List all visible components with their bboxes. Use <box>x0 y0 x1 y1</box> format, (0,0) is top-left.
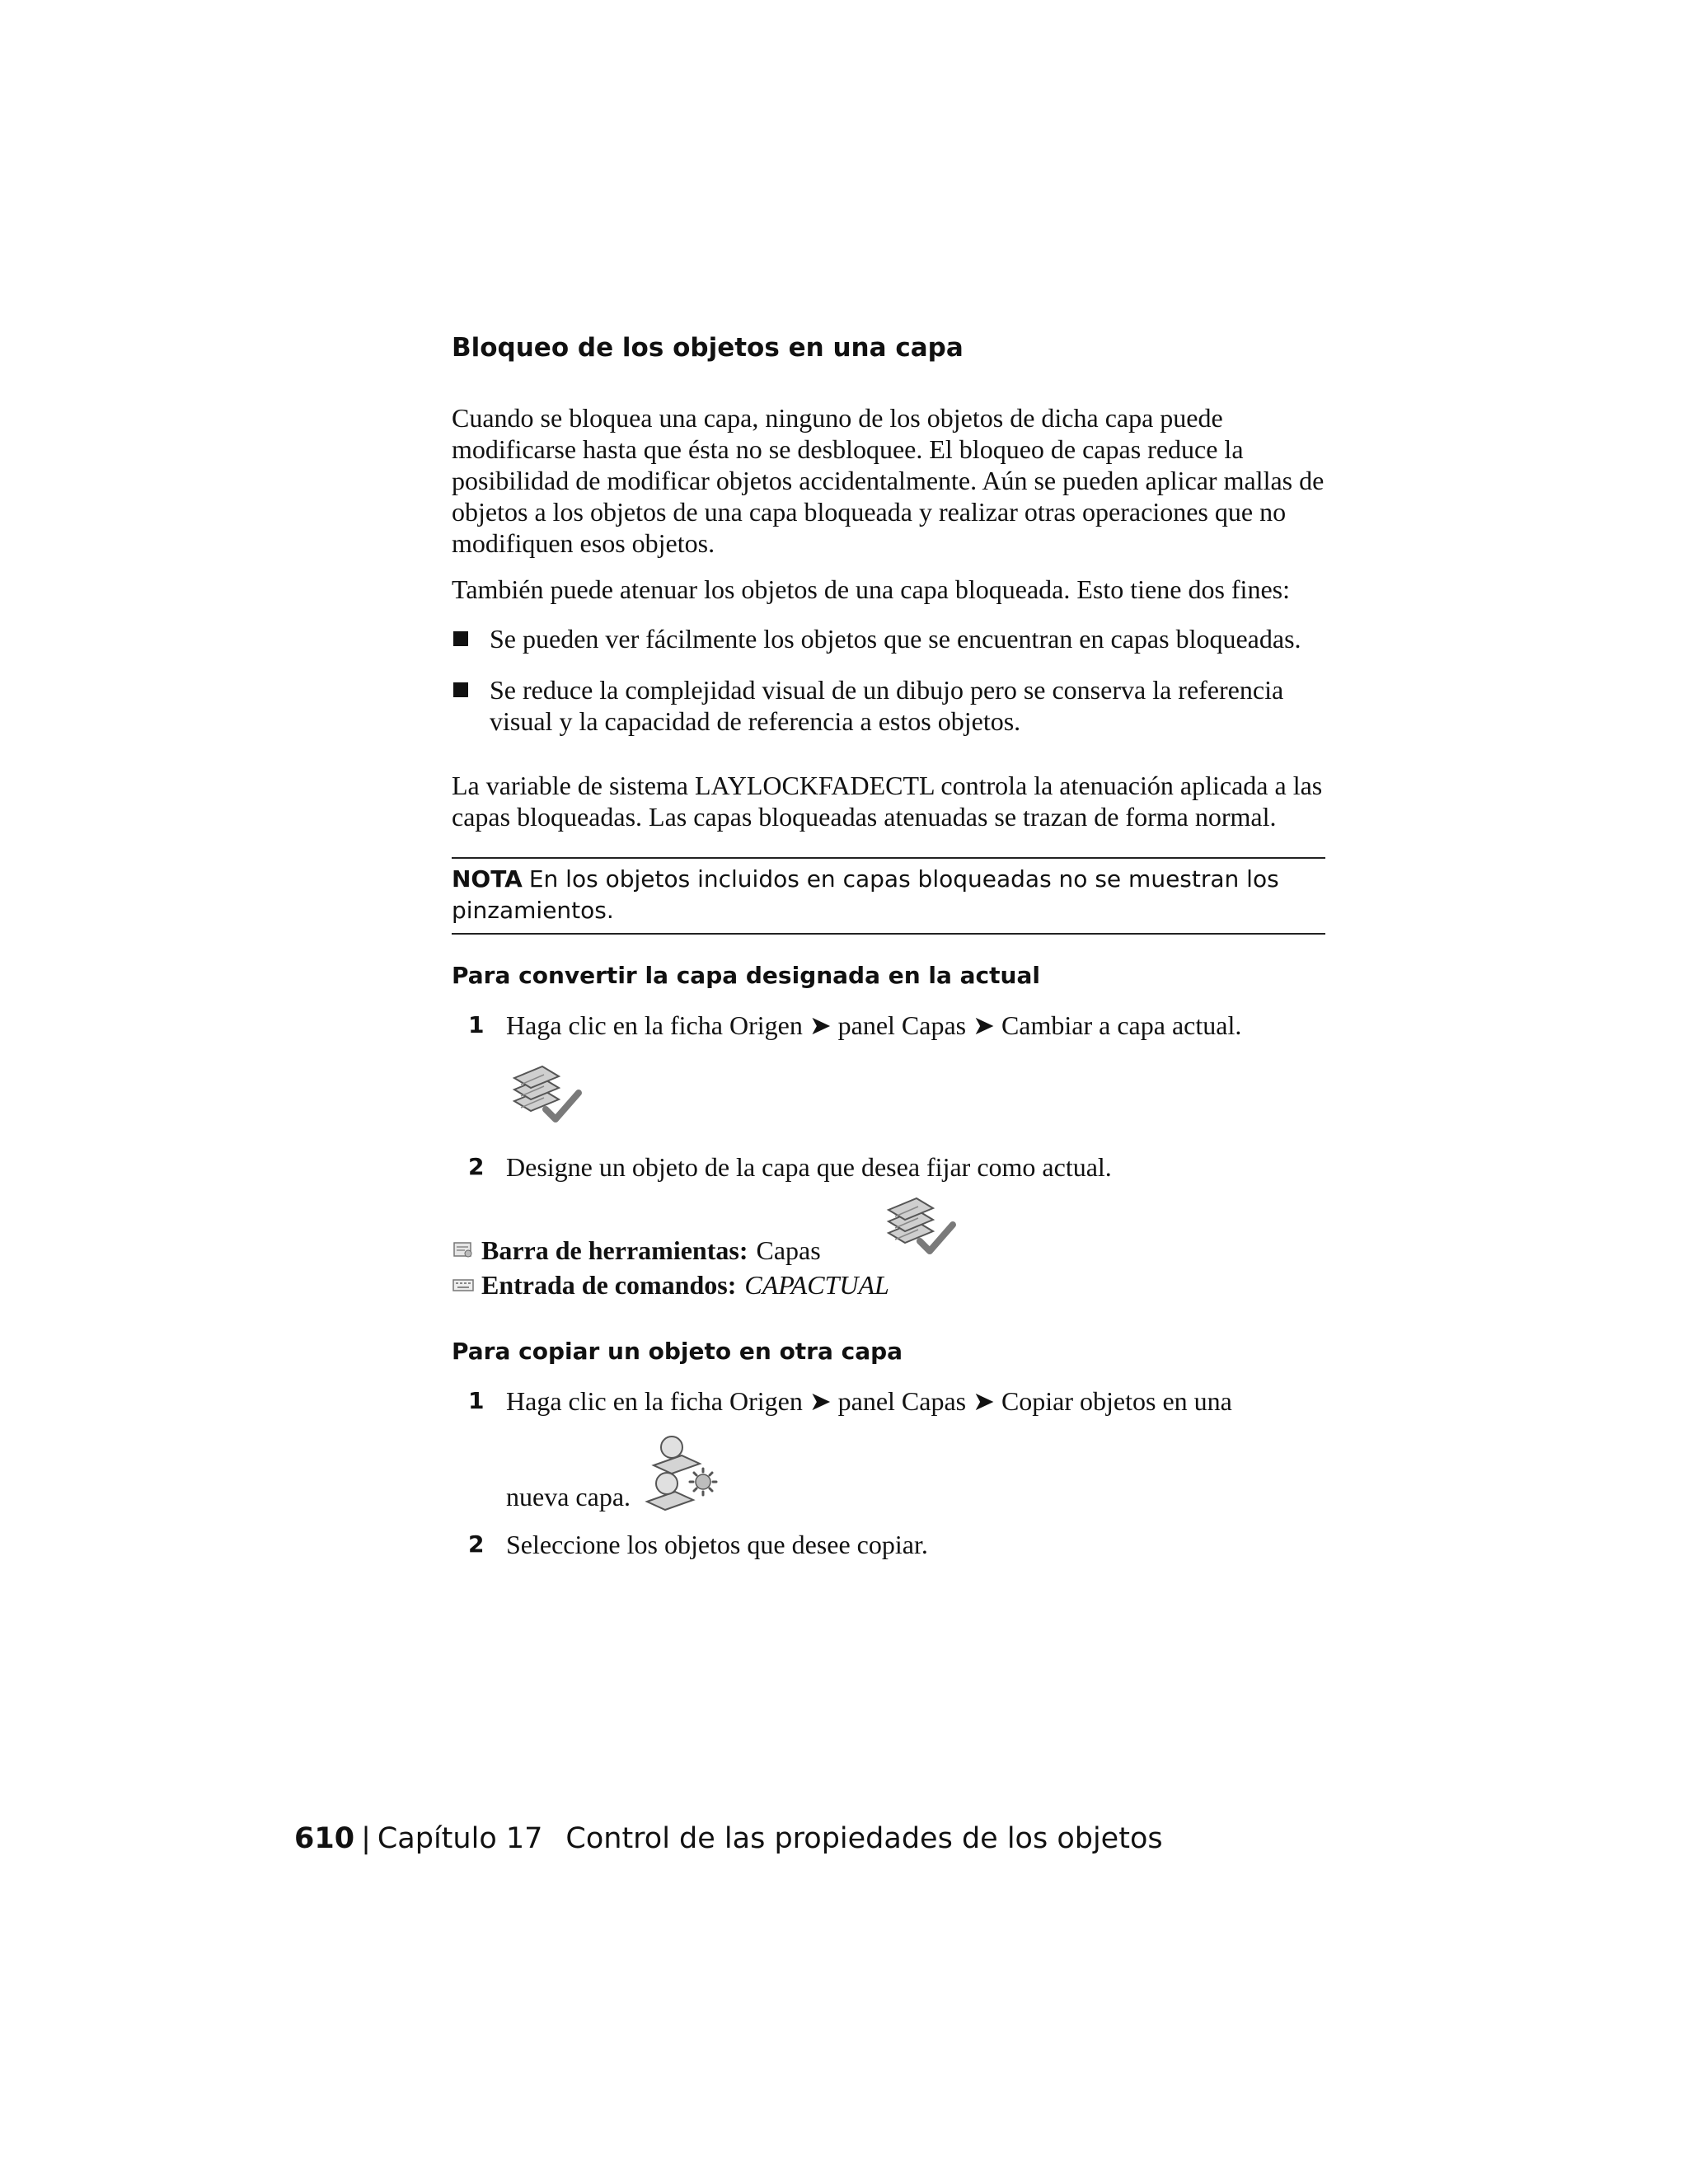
layers-make-current-icon <box>506 1052 585 1126</box>
list-item <box>452 623 1325 654</box>
list-item-text: Se reduce la complejidad visual de un dibujo pero se conserva la referencia visual y la capacidad de referencia a estos objetos. <box>490 675 1284 736</box>
toolbar-label: Barra de herramientas: <box>481 1235 748 1265</box>
purpose-list <box>452 623 1325 737</box>
paragraph-fade-purposes: También puede atenuar los objetos de una capa bloqueada. Esto tiene dos fines: <box>452 574 1290 604</box>
square-bullet-icon <box>453 682 468 697</box>
command-value: CAPACTUAL <box>744 1270 889 1300</box>
paragraph-laylockfadectl: La variable de sistema LAYLOCKFADECTL controla la atenuación aplicada a las capas bloqueadas. Las capas bloqueadas atenuadas se trazan de forma normal. <box>452 771 1323 832</box>
step-item <box>452 1528 1325 1561</box>
step-text: Seleccione los objetos que desee copiar. <box>506 1530 928 1559</box>
step-text: Haga clic en la ficha Origen ➤ panel Capas ➤ Cambiar a capa actual. <box>506 1010 1242 1040</box>
step-item <box>452 1385 1325 1513</box>
paragraph-lock-description: Cuando se bloquea una capa, ninguno de los objetos de dicha capa puede modificarse hasta que ésta no se desbloquee. El bloqueo de capas reduce la posibilidad de modificar objetos accidentalmente. Aún se pueden aplicar mallas de objetos a los objetos de una capa bloqueada y realizar otras operaciones que no modifiquen esos objetos. <box>452 403 1325 558</box>
note-box <box>452 857 1325 935</box>
layers-make-current-icon <box>880 1183 959 1258</box>
step-text: nueva capa. <box>506 1482 631 1511</box>
copy-objects-new-layer-icon <box>642 1431 721 1513</box>
step-number: 2 <box>468 1530 485 1558</box>
procedure-title-make-current: Para convertir la capa designada en la actual <box>452 962 1040 989</box>
step-item <box>452 1009 1325 1126</box>
command-label: Entrada de comandos: <box>481 1270 737 1300</box>
step-text: Designe un objeto de la capa que desea fijar como actual. <box>506 1152 1112 1182</box>
step-item <box>452 1151 1325 1183</box>
page-number: 610 <box>294 1822 355 1855</box>
list-item <box>452 674 1325 737</box>
command-line-reference <box>452 1268 1325 1302</box>
step-text: Haga clic en la ficha Origen ➤ panel Capas ➤ Copiar objetos en una <box>506 1386 1232 1416</box>
procedure-steps-copy-to-layer <box>452 1385 1325 1561</box>
step-number: 2 <box>468 1153 485 1180</box>
chapter-number: Capítulo 17 <box>377 1822 543 1855</box>
command-references <box>452 1233 1325 1302</box>
step-number: 1 <box>468 1011 485 1038</box>
step-number: 1 <box>468 1387 485 1414</box>
list-item-text: Se pueden ver fácilmente los objetos que se encuentran en capas bloqueadas. <box>490 624 1301 654</box>
page-footer <box>294 1820 1163 1858</box>
procedure-steps-make-current <box>452 1009 1325 1183</box>
square-bullet-icon <box>453 631 468 646</box>
chapter-title: Control de las propiedades de los objetos <box>565 1822 1163 1855</box>
toolbar-value: Capas <box>756 1235 821 1265</box>
step-text-continued <box>506 1431 1325 1513</box>
toolbar-icon <box>452 1240 475 1260</box>
keyboard-icon <box>452 1275 475 1295</box>
footer-separator: | <box>361 1822 371 1855</box>
note-label: NOTA <box>452 865 523 893</box>
procedure-title-copy-to-layer: Para copiar un objeto en otra capa <box>452 1338 903 1365</box>
page-content <box>452 330 1325 1561</box>
note-text: En los objetos incluidos en capas bloqueadas no se muestran los pinzamientos. <box>452 865 1279 924</box>
section-title: Bloqueo de los objetos en una capa <box>452 333 964 363</box>
